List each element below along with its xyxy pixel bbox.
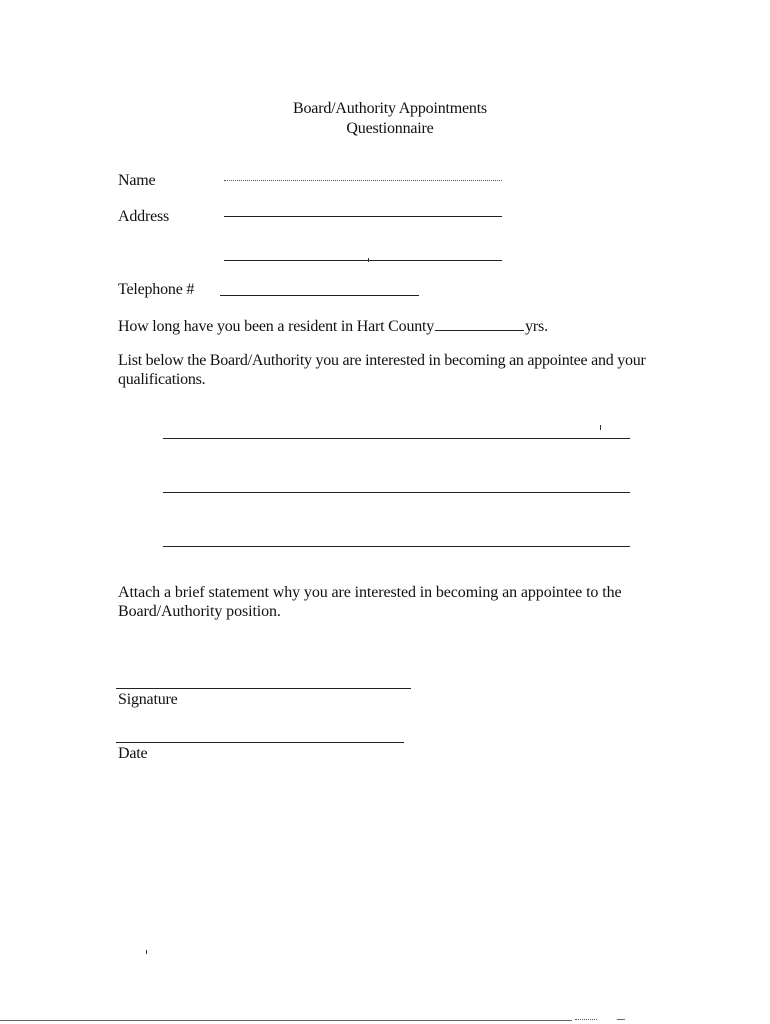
page-edge-mark xyxy=(575,1019,597,1020)
telephone-label: Telephone # xyxy=(118,281,195,298)
name-label: Name xyxy=(118,172,156,189)
date-line[interactable] xyxy=(116,742,404,743)
page-edge-line xyxy=(0,1020,572,1021)
address-line-1[interactable] xyxy=(224,216,502,217)
date-label: Date xyxy=(118,745,148,762)
address-line-2[interactable] xyxy=(224,260,502,261)
signature-label: Signature xyxy=(118,691,178,708)
form-title xyxy=(0,99,770,139)
name-field-line[interactable] xyxy=(224,180,502,181)
statement-instruction: Attach a brief statement why you are interested in becoming an appointee to the Board/Authority position. xyxy=(118,584,622,620)
residency-unit: yrs. xyxy=(525,318,548,335)
residency-question-text: How long have you been a resident in Hart County xyxy=(118,318,435,335)
address-label: Address xyxy=(118,208,170,225)
telephone-field-line[interactable] xyxy=(220,295,419,296)
residency-years-field[interactable] xyxy=(435,315,524,331)
board-list-instruction: List below the Board/Authority you are interested in becoming an appointee and your qualifications. xyxy=(118,352,646,388)
stray-mark xyxy=(368,258,369,262)
page-edge-mark xyxy=(617,1019,625,1020)
board-line-3[interactable] xyxy=(163,546,630,547)
form-title-line-1: Board/Authority Appointments xyxy=(293,100,487,117)
stray-mark xyxy=(600,425,601,430)
signature-line[interactable] xyxy=(116,688,411,689)
board-line-2[interactable] xyxy=(163,492,630,493)
stray-mark xyxy=(146,950,147,954)
board-line-1[interactable] xyxy=(163,438,630,439)
form-title-line-2: Questionnaire xyxy=(346,120,434,137)
residency-question xyxy=(118,315,548,337)
